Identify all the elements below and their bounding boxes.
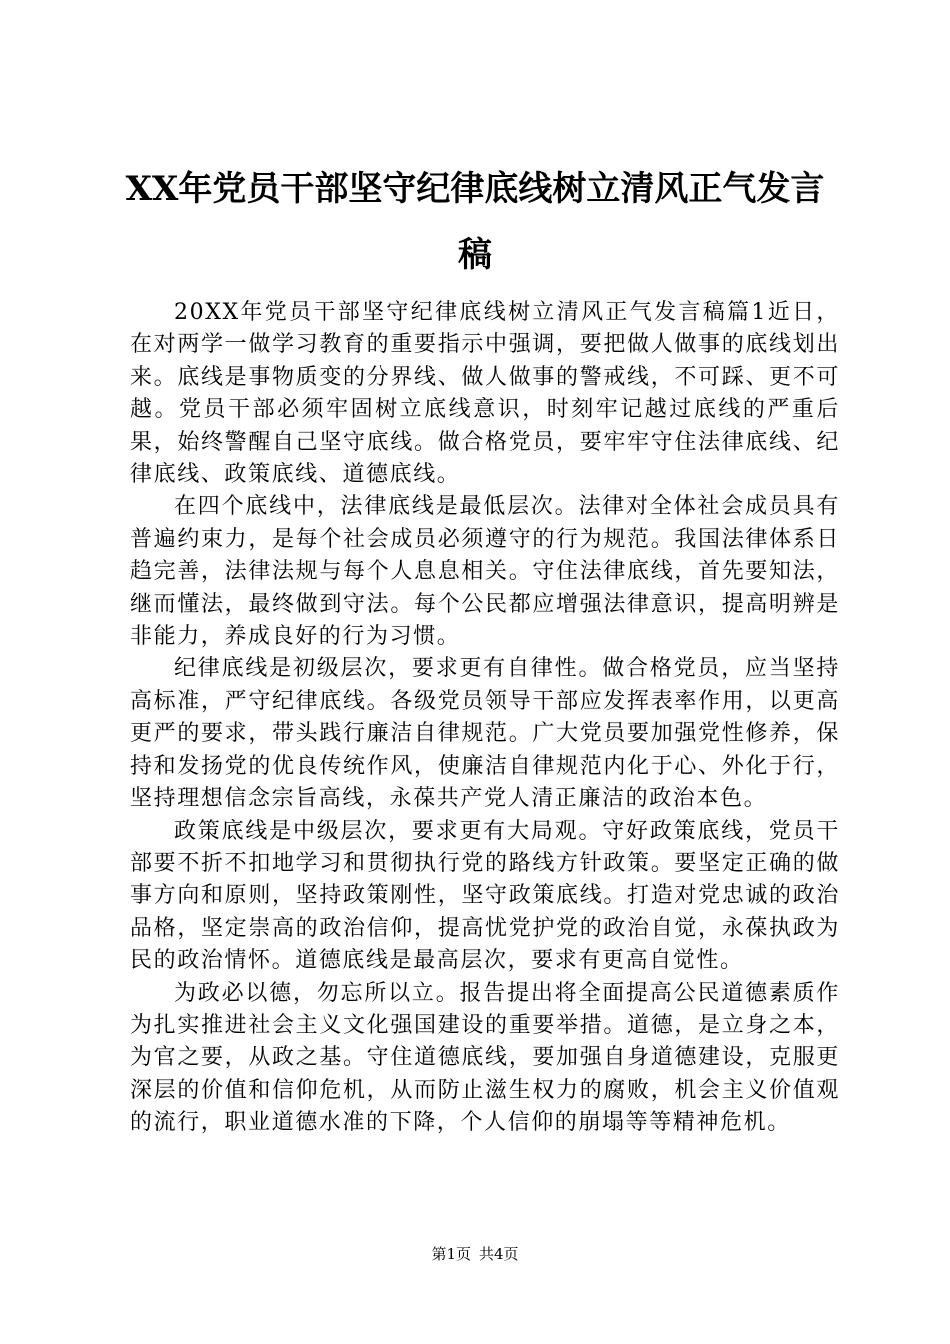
page-total: 共4页 [479, 1245, 519, 1263]
document-body [130, 297, 840, 1140]
paragraph: 为政必以德，勿忘所以立。报告提出将全面提高公民道德素质作为扎实推进社会主义文化强国建设的重要举措。道德，是立身之本，为官之要，从政之基。守住道德底线，要加强自身道德建设，克服更深层的价值和信仰危机，从而防止滋生权力的腐败，机会主义价值观的流行，职业道德水准的下降，个人信仰的崩塌等等精神危机。 [130, 980, 840, 1136]
paragraph: 在四个底线中，法律底线是最低层次。法律对全体社会成员具有普遍约束力，是每个社会成员必须遵守的行为规范。我国法律体系日趋完善，法律法规与每个人息息相关。守住法律底线，首先要知法，继而懂法，最终做到守法。每个公民都应增强法律意识，提高明辨是非能力，养成良好的行为习惯。 [130, 494, 840, 650]
page-title: XX年党员干部坚守纪律底线树立清风正气发言稿 [125, 169, 825, 275]
paragraph: 政策底线是中级层次，要求更有大局观。守好政策底线，党员干部要不折不扣地学习和贯彻执行党的路线方针政策。要坚定正确的做事方向和原则，坚持政策刚性，坚守政策底线。打造对党忠诚的政治品格，坚定崇高的政治信仰，提高忧党护党的政治自觉，永葆执政为民的政治情怀。道德底线是最高层次，要求有更高自觉性。 [130, 818, 840, 974]
page-number: 第1页 [431, 1245, 471, 1263]
paragraph: 20XX年党员干部坚守纪律底线树立清风正气发言稿篇1近日，在对两学一做学习教育的重要指示中强调，要把做人做事的底线划出来。底线是事物质变的分界线、做人做事的警戒线，不可踩、更不可越。党员干部必须牢固树立底线意识，时刻牢记越过底线的严重后果，始终警醒自己坚守底线。做合格党员，要牢牢守住法律底线、纪律底线、政策底线、道德底线。 [130, 300, 840, 488]
paragraph: 纪律底线是初级层次，要求更有自律性。做合格党员，应当坚持高标准，严守纪律底线。各级党员领导干部应发挥表率作用，以更高更严的要求，带头践行廉洁自律规范。广大党员要加强党性修养，保持和发扬党的优良传统作风，使廉洁自律规范内化于心、外化于行，坚持理想信念宗旨高线，永葆共产党人清正廉洁的政治本色。 [130, 656, 840, 812]
page-footer [0, 1244, 950, 1264]
